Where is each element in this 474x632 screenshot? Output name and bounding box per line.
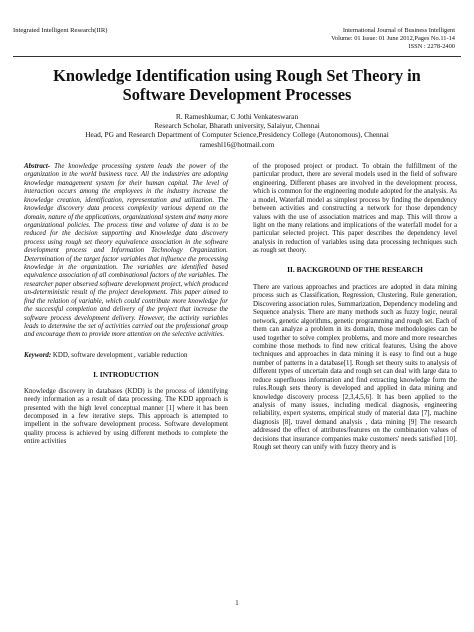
author-affiliation-1: Research Scholar, Bharath university, Salaiyur, Chennai bbox=[154, 121, 320, 131]
keywords bbox=[24, 352, 228, 360]
author-block bbox=[0, 112, 474, 149]
author-email: rameshl16@hotmail.com bbox=[199, 139, 275, 149]
keywords-text: KDD, software development , variable reduction bbox=[51, 351, 188, 359]
introduction-continued-text: of the proposed project or product. To obtain the fulfillment of the particular product, there are several models used in the field of software engineering. Different phases are involved in the development process, which is common for the engineering module adopted for the analysis. As a model, Waterfall model as simplest process by finding the dependency between activities and constructing a network for those dependency values with the use of association matrices and map. This will throw a light on the many relations and implications of the waterfall model for a particular selected project. This paper describes the dependency level analysis in reduction of variables using data processing techniques such as rough set theory. bbox=[253, 163, 457, 255]
journal-name: International Journal of Business Intelligent bbox=[342, 27, 455, 34]
paper-title-line-2: Software Development Processes bbox=[122, 85, 352, 104]
abstract bbox=[24, 163, 228, 340]
right-column bbox=[253, 163, 457, 453]
page-number: 1 bbox=[235, 600, 239, 607]
left-column bbox=[24, 163, 228, 447]
introduction-text: Knowledge discovery in databases (KDD) is the process of identifying needy information as a result of data processing. The KDD approach is presented with the high level conceptual manner [1] where it has been decomposed in a few iterative steps. This approach is attempted to impellent in the software development process. Software development quality process is achieved by using different methods to complete the entire activities bbox=[24, 387, 228, 446]
abstract-label: Abstract- bbox=[24, 163, 51, 170]
author-affiliation-2: Head, PG and Research Department of Computer Science,Presidency College (Autonomous), Chennai bbox=[85, 130, 389, 140]
section-heading-background: II. BACKGROUND OF THE RESEARCH bbox=[287, 264, 423, 274]
abstract-text: The knowledge processing system leads the power of the organization in the world business race. All the industries are adopting knowledge management system for their human capital. The level of interaction occurs among the employees in the industry increase the knowledge creation, identification, representation and utilization. The knowledge discovery data process complexity various depend on the domain, nature of the applications, organizational system and many more organizational policies. The process time and volume of data is to be reduced for the decision supporting and Knowledge data discovery process using rough set theory equivalence association in the software development process and Information Technology Organization. Determination of the target factor variables that influence the processing knowledge in the organization. The variables are identified based equivalence association of all combinational factors of the variables. The researcher paper observed software development project, which produced un-deterministic result of the project development. This paper aimed to find the relation of variable, which could contribute more knowledge for the successful completion and delivery of the project that increase the software process development delivery. However, the activity variables leads to determine the set of activities carried out the professional group and encourage them to provide more attention on the selective activities. bbox=[24, 163, 228, 339]
journal-info bbox=[331, 27, 455, 52]
keywords-label: Keyword: bbox=[24, 351, 52, 359]
journal-publisher: Integrated Intelligent Research(IIR) bbox=[13, 27, 108, 34]
header-rule bbox=[13, 56, 461, 57]
background-text: There are various approaches and practices are adopted in data mining process such as Classification, Regression, Clustering, Rule generation, Discovering association rules, Summarization, Dependency modeling and Sequence analysis. There are many methods such as fuzzy logic, neural network, genetic algorithms, genetic programming and rough set. Each of them can analyze a problem in its domain, those methodologies can be used together to solve complex problems, and more and more researches combine those methods to find new critical features. Using the above techniques and approaches in data mining it is easy to find out a huge number of patterns in a database[1]. Rough set theory suits to analysis of different types of uncertain data and rough set can deal with large data to reduce superfluous information and find extracting knowledge form the rules.Rough sets theory is developed and applied in data mining and knowledge discovery process [2,3,4,5,6]. It has been applied to the analysis of many issues, including medical diagnosis, engineering reliability, expert systems, empirical study of material data [7], machine diagnosis [8], travel demand analysis , data mining [9] The research addressed the effect of attributes/features on the combination values of decisions that insurance companies make customers' needs satisfied [10]. Rough set theory can unify with fuzzy theory and is bbox=[253, 284, 457, 452]
author-names: R. Rameshkumar, C Jothi Venkateswaran bbox=[175, 112, 299, 121]
journal-volume: Volume: 01 Issue: 01 June 2012,Pages No.11-14 bbox=[331, 35, 455, 43]
section-heading-introduction: I. INTRODUCTION bbox=[93, 370, 159, 380]
paper-title-line-1: Knowledge Identification using Rough Set Theory in bbox=[53, 66, 421, 85]
journal-issn: ISSN : 2278-2400 bbox=[408, 43, 455, 51]
paper-title bbox=[0, 66, 474, 104]
